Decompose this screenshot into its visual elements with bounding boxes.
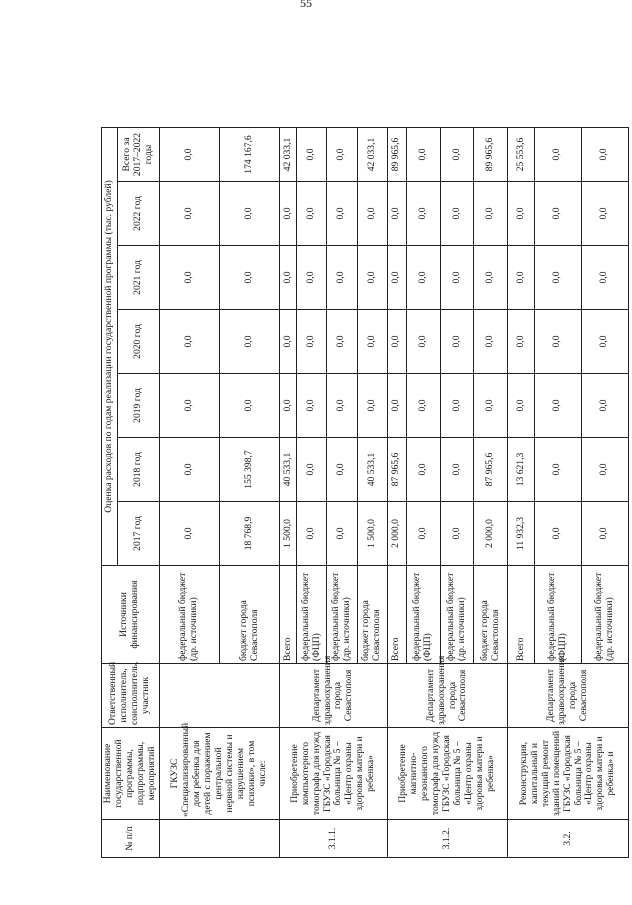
header-year: 2017 год	[118, 502, 159, 566]
row-responsible: Департамент здравоохранения города Севастополя	[387, 664, 508, 728]
value-cell: 0,0	[297, 182, 327, 246]
financing-table	[101, 127, 629, 858]
value-cell: 0,0	[387, 310, 406, 374]
header-num: № п/п	[102, 820, 160, 858]
header-source: Источники финансирования	[102, 566, 160, 664]
value-cell: 0,0	[387, 182, 406, 246]
total-cell: 42 033,1	[280, 127, 297, 181]
value-cell: 0,0	[508, 246, 534, 310]
source-cell: Всего	[508, 566, 534, 664]
value-cell: 0,0	[474, 182, 508, 246]
value-cell: 0,0	[474, 310, 508, 374]
source-cell: бюджет города Севастополя	[219, 566, 279, 664]
total-cell: 174 167,6	[219, 127, 279, 181]
value-cell: 0,0	[534, 438, 581, 502]
total-cell: 25 553,6	[508, 127, 534, 181]
header-year: 2018 год	[118, 438, 159, 502]
value-cell: 87 965,6	[474, 438, 508, 502]
row-name: Реконструкция, капитальный и текущий ремонт зданий и помещений ГБУЗС «Городская больница № 5 – «Центр охраны здоровья матери и ребенка» и	[508, 728, 629, 820]
value-cell: 0,0	[440, 246, 474, 310]
value-cell: 0,0	[508, 182, 534, 246]
value-cell: 0,0	[159, 502, 219, 566]
value-cell: 11 932,3	[508, 502, 534, 566]
value-cell: 0,0	[440, 374, 474, 438]
value-cell: 155 398,7	[219, 438, 279, 502]
total-cell: 89 965,6	[387, 127, 406, 181]
value-cell: 0,0	[327, 246, 357, 310]
value-cell: 0,0	[357, 182, 387, 246]
row-number: 3.2.	[508, 820, 629, 858]
value-cell: 0,0	[280, 310, 297, 374]
value-cell: 0,0	[159, 310, 219, 374]
total-cell: 0,0	[440, 127, 474, 181]
header-year: 2022 год	[118, 182, 159, 246]
total-cell: 0,0	[327, 127, 357, 181]
table-row	[387, 127, 406, 857]
header-year: 2020 год	[118, 310, 159, 374]
value-cell: 0,0	[159, 438, 219, 502]
value-cell: 0,0	[534, 502, 581, 566]
value-cell: 87 965,6	[387, 438, 406, 502]
value-cell: 0,0	[440, 502, 474, 566]
source-cell: федеральный бюджет (др. источники)	[327, 566, 357, 664]
source-cell: федеральный бюджет (др. источники)	[440, 566, 474, 664]
value-cell: 0,0	[406, 246, 440, 310]
table-row	[159, 127, 219, 857]
value-cell: 0,0	[534, 374, 581, 438]
table-row	[280, 127, 297, 857]
total-cell: 0,0	[534, 127, 581, 181]
value-cell: 0,0	[440, 438, 474, 502]
page-number: 55	[300, 0, 312, 10]
value-cell: 0,0	[387, 246, 406, 310]
row-number: 3.1.1.	[280, 820, 388, 858]
source-cell: федеральный бюджет (др. источники)	[159, 566, 219, 664]
row-name: Приобретение компьютерного томографа для нужд ГБУЗС «Городская больница № 5 – «Центр охраны здоровья матери и ребенка»	[280, 728, 388, 820]
value-cell: 0,0	[219, 374, 279, 438]
value-cell: 0,0	[534, 246, 581, 310]
header-row-top	[102, 127, 118, 857]
row-name: Приобретение магнитно-резонансного томографа для нужд ГБУЗС «Городская больница № 5 – «Центр охраны здоровья матери и ребенка»	[387, 728, 508, 820]
value-cell: 0,0	[219, 182, 279, 246]
table-body	[159, 127, 628, 857]
value-cell: 0,0	[219, 246, 279, 310]
header-year: 2019 год	[118, 374, 159, 438]
value-cell: 0,0	[581, 182, 628, 246]
value-cell: 13 621,3	[508, 438, 534, 502]
total-cell: 0,0	[406, 127, 440, 181]
value-cell: 0,0	[159, 182, 219, 246]
value-cell: 0,0	[534, 310, 581, 374]
value-cell: 0,0	[581, 438, 628, 502]
value-cell: 0,0	[327, 374, 357, 438]
value-cell: 18 768,9	[219, 502, 279, 566]
value-cell: 0,0	[159, 374, 219, 438]
source-cell: Всего	[387, 566, 406, 664]
row-name: ГКУЗС «Специализированный дом ребенка для детей с поражением центральной нервной системы и нарушением психики», в том числе:	[159, 728, 280, 820]
total-cell: 89 965,6	[474, 127, 508, 181]
row-number	[159, 820, 280, 858]
value-cell: 40 533,1	[357, 438, 387, 502]
value-cell: 0,0	[297, 502, 327, 566]
value-cell: 0,0	[357, 310, 387, 374]
value-cell: 0,0	[581, 310, 628, 374]
row-responsible	[159, 664, 280, 728]
value-cell: 0,0	[297, 374, 327, 438]
value-cell: 0,0	[406, 310, 440, 374]
value-cell: 0,0	[280, 374, 297, 438]
value-cell: 40 533,1	[280, 438, 297, 502]
value-cell: 0,0	[440, 310, 474, 374]
total-cell: 0,0	[581, 127, 628, 181]
header-year: 2021 год	[118, 246, 159, 310]
value-cell: 0,0	[581, 502, 628, 566]
value-cell: 0,0	[508, 310, 534, 374]
value-cell: 0,0	[387, 374, 406, 438]
value-cell: 0,0	[327, 438, 357, 502]
total-cell: 0,0	[159, 127, 219, 181]
total-cell: 42 033,1	[357, 127, 387, 181]
header-responsible: Ответственный исполнитель, соисполнитель, участник	[102, 664, 160, 728]
value-cell: 0,0	[406, 182, 440, 246]
rotated-table-wrapper	[101, 128, 621, 858]
total-cell: 0,0	[297, 127, 327, 181]
value-cell: 0,0	[159, 246, 219, 310]
value-cell: 0,0	[406, 502, 440, 566]
value-cell: 2 000,0	[474, 502, 508, 566]
value-cell: 0,0	[440, 182, 474, 246]
value-cell: 0,0	[280, 246, 297, 310]
row-responsible: Департамент здравоохранения города Севастополя	[508, 664, 629, 728]
value-cell: 1 500,0	[357, 502, 387, 566]
value-cell: 0,0	[327, 310, 357, 374]
value-cell: 0,0	[406, 438, 440, 502]
value-cell: 0,0	[581, 246, 628, 310]
header-total: Всего за 2017–2022 годы	[118, 127, 159, 181]
value-cell: 1 500,0	[280, 502, 297, 566]
row-responsible: Департамент здравоохранения города Севастополя	[280, 664, 388, 728]
value-cell: 0,0	[406, 374, 440, 438]
value-cell: 0,0	[297, 310, 327, 374]
value-cell: 0,0	[474, 246, 508, 310]
value-cell: 0,0	[508, 374, 534, 438]
source-cell: бюджет города Севастополя	[357, 566, 387, 664]
header-name: Наименование государственной программы, подпрограммы, мероприятий	[102, 728, 160, 820]
value-cell: 0,0	[357, 374, 387, 438]
value-cell: 0,0	[327, 502, 357, 566]
value-cell: 0,0	[297, 438, 327, 502]
value-cell: 0,0	[581, 374, 628, 438]
source-cell: федеральный бюджет (ФЦП)	[297, 566, 327, 664]
row-number: 3.1.2.	[387, 820, 508, 858]
header-estimate: Оценка расходов по годам реализации государственной программы (тыс. рублей)	[102, 127, 118, 565]
table-row	[508, 127, 534, 857]
value-cell: 2 000,0	[387, 502, 406, 566]
value-cell: 0,0	[474, 374, 508, 438]
source-cell: Всего	[280, 566, 297, 664]
source-cell: федеральный бюджет (др. источники)	[581, 566, 628, 664]
source-cell: федеральный бюджет (ФЦП)	[534, 566, 581, 664]
source-cell: бюджет города Севастополя	[474, 566, 508, 664]
value-cell: 0,0	[280, 182, 297, 246]
value-cell: 0,0	[357, 246, 387, 310]
source-cell: федеральный бюджет (ФЦП)	[406, 566, 440, 664]
value-cell: 0,0	[327, 182, 357, 246]
value-cell: 0,0	[219, 310, 279, 374]
value-cell: 0,0	[297, 246, 327, 310]
value-cell: 0,0	[534, 182, 581, 246]
